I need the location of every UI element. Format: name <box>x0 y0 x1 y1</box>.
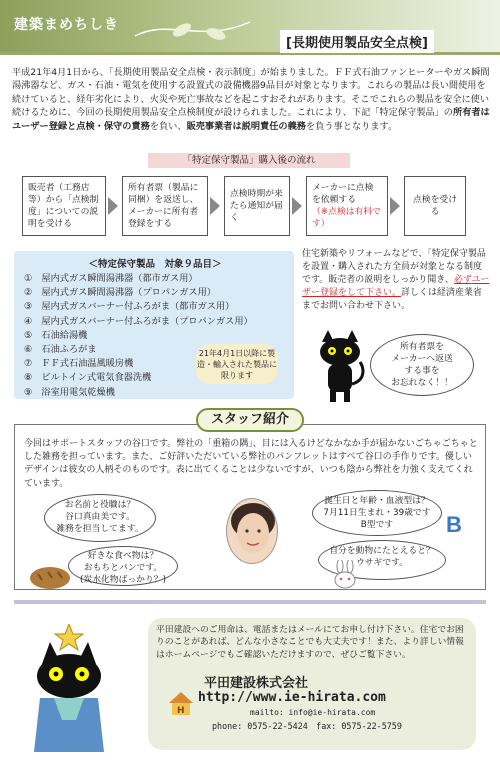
flow-step-3-text: 点検時期が来たら通知が届く <box>230 189 283 223</box>
intro-paragraph <box>12 66 490 133</box>
staff-description: 今回はサポートスタッフの谷口です。弊社の「重箱の隅」、目には入るけどなかなか手が届かないごちゃごちゃとした雑務を担っています。また、ご好評いただいている弊社のパンフレットはすべて谷口の手作りです。優しいデザインは彼女の人柄そのものです。表に出てくることは少ないですが、いつも陰から弊社を力強く支えてくれています。 <box>24 439 478 489</box>
question-name: お名前と役職は？ <box>64 500 136 510</box>
food-bubble <box>68 546 178 586</box>
flow-step-4 <box>306 176 388 236</box>
answer-animal: ウサギです。 <box>355 558 409 568</box>
flow-arrow-icon <box>108 197 118 215</box>
contact-text: 平田建設へのご用命は、電話またはメールにてお申し付け下さい。住宅でお困りのことがあれば、どんな小さなことでも大丈夫です！また、より詳しい情報はホームページでもご確認いただけますので、ぜひご覧下さい。 <box>156 625 464 660</box>
section-label: 建築まめちしき <box>14 17 119 33</box>
list-item: ⑥ 石油ふろがま <box>24 344 97 356</box>
cat-mascot-icon <box>24 624 114 760</box>
target-products-heading: ＜特定保守製品 対象９品目＞ <box>88 259 222 270</box>
footer-divider <box>14 600 486 604</box>
flow-step-1-text: 販売者（工務店等）から「点検制度」についての説明を受ける <box>28 183 99 229</box>
staff-title: スタッフ紹介 <box>196 408 304 432</box>
svg-text:H: H <box>177 706 185 716</box>
question-food: 好きな食べ物は？ <box>87 551 159 561</box>
header <box>0 0 500 60</box>
flow-step-5-text: 点検を受ける <box>413 195 457 217</box>
flow-step-3 <box>224 176 290 236</box>
answer-food: おもちとパンです。 (炭水化物ばっかり？) <box>79 563 167 585</box>
list-item: ② 屋内式ガス瞬間湯沸器（プロパンガス用） <box>24 287 216 299</box>
flow-step-2-text: 所有者票（製品に同梱）を返送し、メーカーに所有者登録をする <box>128 183 199 229</box>
email-link[interactable]: mailto: info@ie-hirata.com <box>250 708 376 717</box>
flow-step-4-text: メーカーに点検を依頼する <box>312 183 374 205</box>
list-item: ④ 屋内式ガスバーナー付ふろがま（プロパンガス用） <box>24 315 253 327</box>
flow-arrow-icon <box>390 197 400 215</box>
side-note-warning: 必ずユーザー登録をして下さい。 <box>302 275 490 298</box>
flow-step-1 <box>22 176 106 236</box>
flow-title: 「特定保守製品」購入後の流れ <box>148 153 350 168</box>
intro-text-1: 平成21年4月1日から、「長期使用製品安全点検・表示制度」が始まりました。ＦＦ式石油ファンヒーターやガス瞬間湯沸器など、ガス・石油・電気を使用する設置式の設備機器9品目が対象となります。これらの製品は長い間使用を続けていると、経年劣化により、火災や死亡事故などを起こすおそれがあります。そこでこれらの製品を安全に使い続けるために、今回の長期使用製品安全点検制度が設けられました。これにより、下記「特定保守製品」の <box>12 67 490 119</box>
flow-step-5 <box>404 176 466 236</box>
blood-type-b-icon: B <box>446 512 462 537</box>
owner-reminder-bubble: 所有者票を メーカーへ返送 する事を お忘れなく！！ <box>370 334 474 396</box>
flow-arrow-icon <box>292 197 302 215</box>
side-note <box>302 248 490 313</box>
list-item: ⑧ ビルトイン式電気食器洗機 <box>24 372 152 384</box>
list-item: ⑦ ＦＦ式石油温風暖房機 <box>24 358 134 370</box>
list-item: ⑤ 石油給湯機 <box>24 329 88 341</box>
black-cat-icon <box>310 328 370 406</box>
list-item: ③ 屋内式ガスバーナー付ふろがま（都市ガス用） <box>24 301 235 313</box>
flow-step-4-note: （※点検は有料です） <box>312 207 381 229</box>
question-birthday: 誕生日と年齢・血液型は？ <box>324 496 430 506</box>
intro-text-3: を負う事となります。 <box>306 120 398 132</box>
list-item: ① 屋内式ガス瞬間湯沸器（都市ガス用） <box>24 273 198 284</box>
side-note-text-2: 詳しくは経済産業省までお問い合わせ下さい。 <box>302 288 483 311</box>
intro-bold-1: 所有者はユーザー登録と点検・保守の責務 <box>12 107 490 132</box>
bread-icon <box>28 564 72 590</box>
flow-step-2 <box>122 176 208 236</box>
birthday-bubble <box>312 490 442 536</box>
name-bubble <box>44 494 156 542</box>
page-title: [長期使用製品安全点検] <box>280 30 434 53</box>
leaf-decoration-icon <box>130 8 270 48</box>
phone-fax: phone: 0575-22-5424 fax: 0575-22-5759 <box>212 721 402 731</box>
list-item: ⑨ 浴室用電気乾燥機 <box>24 386 115 398</box>
answer-name: 谷口真由美です。 雑務を担当してます。 <box>56 512 144 534</box>
intro-text-2: を負い、 <box>149 120 187 132</box>
website-link[interactable]: http://www.ie-hirata.com <box>198 690 386 705</box>
side-note-text-1: 住宅新築やリフォームなどで、「特定保守製品を設置・購入された方全員が対象となる制度です。販売者の説明をしっかり聞き、 <box>302 249 486 285</box>
company-name: 平田建設株式会社 <box>204 676 309 691</box>
flow-arrow-icon <box>210 197 220 215</box>
staff-photo <box>226 498 278 564</box>
question-animal: 自分を動物にたとえると？ <box>329 546 435 556</box>
house-logo-icon <box>168 690 194 716</box>
intro-bold-2: 販売事業者は説明責任の義務 <box>186 120 306 132</box>
answer-birthday: 7月11日生まれ・39歳です B型です <box>323 508 431 530</box>
rabbit-icon <box>330 560 360 590</box>
target-products-note: 21年4月1日以降に製造・輸入された製品に限ります <box>196 344 278 384</box>
